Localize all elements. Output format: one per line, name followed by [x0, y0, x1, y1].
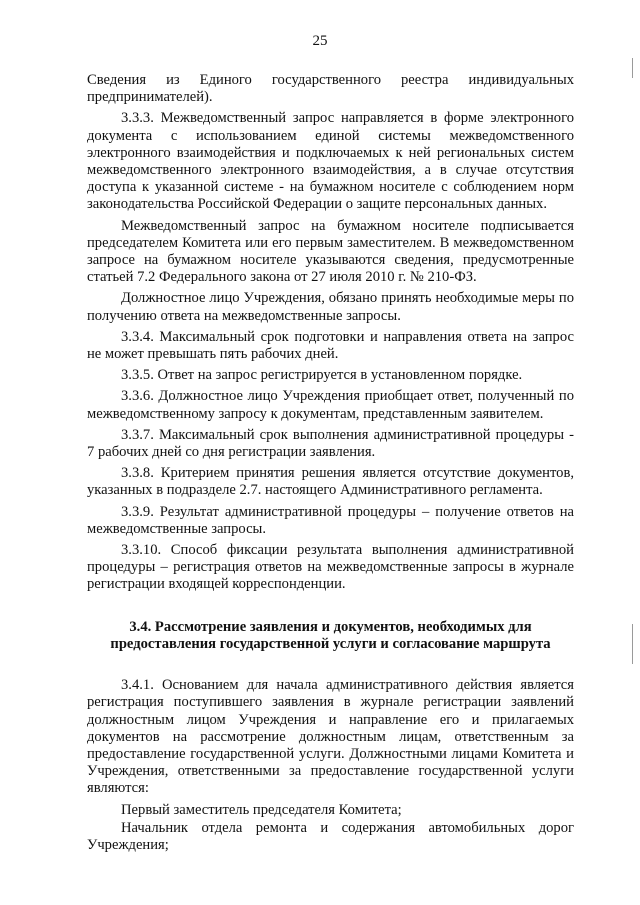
paragraph-3-3-4: 3.3.4. Максимальный срок подготовки и направления ответа на запрос не может превышать пять рабочих дней. [87, 328, 574, 363]
paragraph-3-3-7: 3.3.7. Максимальный срок выполнения административной процедуры - 7 рабочих дней со дня регистрации заявления. [87, 426, 574, 461]
paragraph-3-3-10: 3.3.10. Способ фиксации результата выполнения административной процедуры – регистрация ответов на межведомственные запросы в журнале регистрации входящей корреспонденции. [87, 542, 574, 593]
list-item-road-department-head: Начальник отдела ремонта и содержания автомобильных дорог Учреждения; [87, 819, 574, 853]
paragraph-paper-request: Межведомственный запрос на бумажном носителе подписывается председателем Комитета или его первым заместителем. В межведомственном запросе на бумажном носителе указываются сведения, предусмотренные статьей 7.2 Федерального закона от 27 июля 2010 г. № 210-ФЗ. [87, 217, 574, 286]
section-heading-3-4: 3.4. Рассмотрение заявления и документов, необходимых для предоставления государственной услуги и согласование маршрута [110, 618, 551, 652]
paragraph-3-3-9: 3.3.9. Результат административной процедуры – получение ответов на межведомственные запросы. [87, 503, 574, 537]
scan-edge-mark [632, 624, 633, 664]
list-item-first-deputy: Первый заместитель председателя Комитета; [121, 801, 402, 818]
paragraph-egrip-note: Сведения из Единого государственного реестра индивидуальных предпринимателей). [87, 72, 574, 106]
page-number: 25 [312, 33, 328, 49]
paragraph-3-4-1: 3.4.1. Основанием для начала административного действия является регистрация поступившего заявления в журнале регистрации заявлений должностным лицом Учреждения и направление его и прилагаемых документов на рассмотрение должностным лицам, ответственным за предоставление государственной услуги. Должностными лицами Комитета и Учреждения, ответственными за предоставление государственной услуги являются: [87, 677, 574, 797]
paragraph-official-duty: Должностное лицо Учреждения, обязано принять необходимые меры по получению ответа на межведомственные запросы. [87, 290, 574, 324]
paragraph-3-3-3: 3.3.3. Межведомственный запрос направляется в форме электронного документа с использованием единой системы межведомственного электронного взаимодействия и подключаемых к ней региональных систем межведомственного электронного взаимодействия, а в случае отсутствия доступа к указанной системе - на бумажном носителе с соблюдением норм законодательства Российской Федерации о защите персональных данных. [87, 110, 574, 213]
scan-edge-mark [632, 58, 633, 78]
paragraph-3-3-5: 3.3.5. Ответ на запрос регистрируется в установленном порядке. [121, 367, 523, 384]
document-body [87, 72, 574, 858]
paragraph-3-3-6: 3.3.6. Должностное лицо Учреждения приобщает ответ, полученный по межведомственному запросу к документам, представленным заявителем. [87, 388, 574, 422]
paragraph-3-3-8: 3.3.8. Критерием принятия решения является отсутствие документов, указанных в подразделе 2.7. настоящего Административного регламента. [87, 465, 574, 499]
